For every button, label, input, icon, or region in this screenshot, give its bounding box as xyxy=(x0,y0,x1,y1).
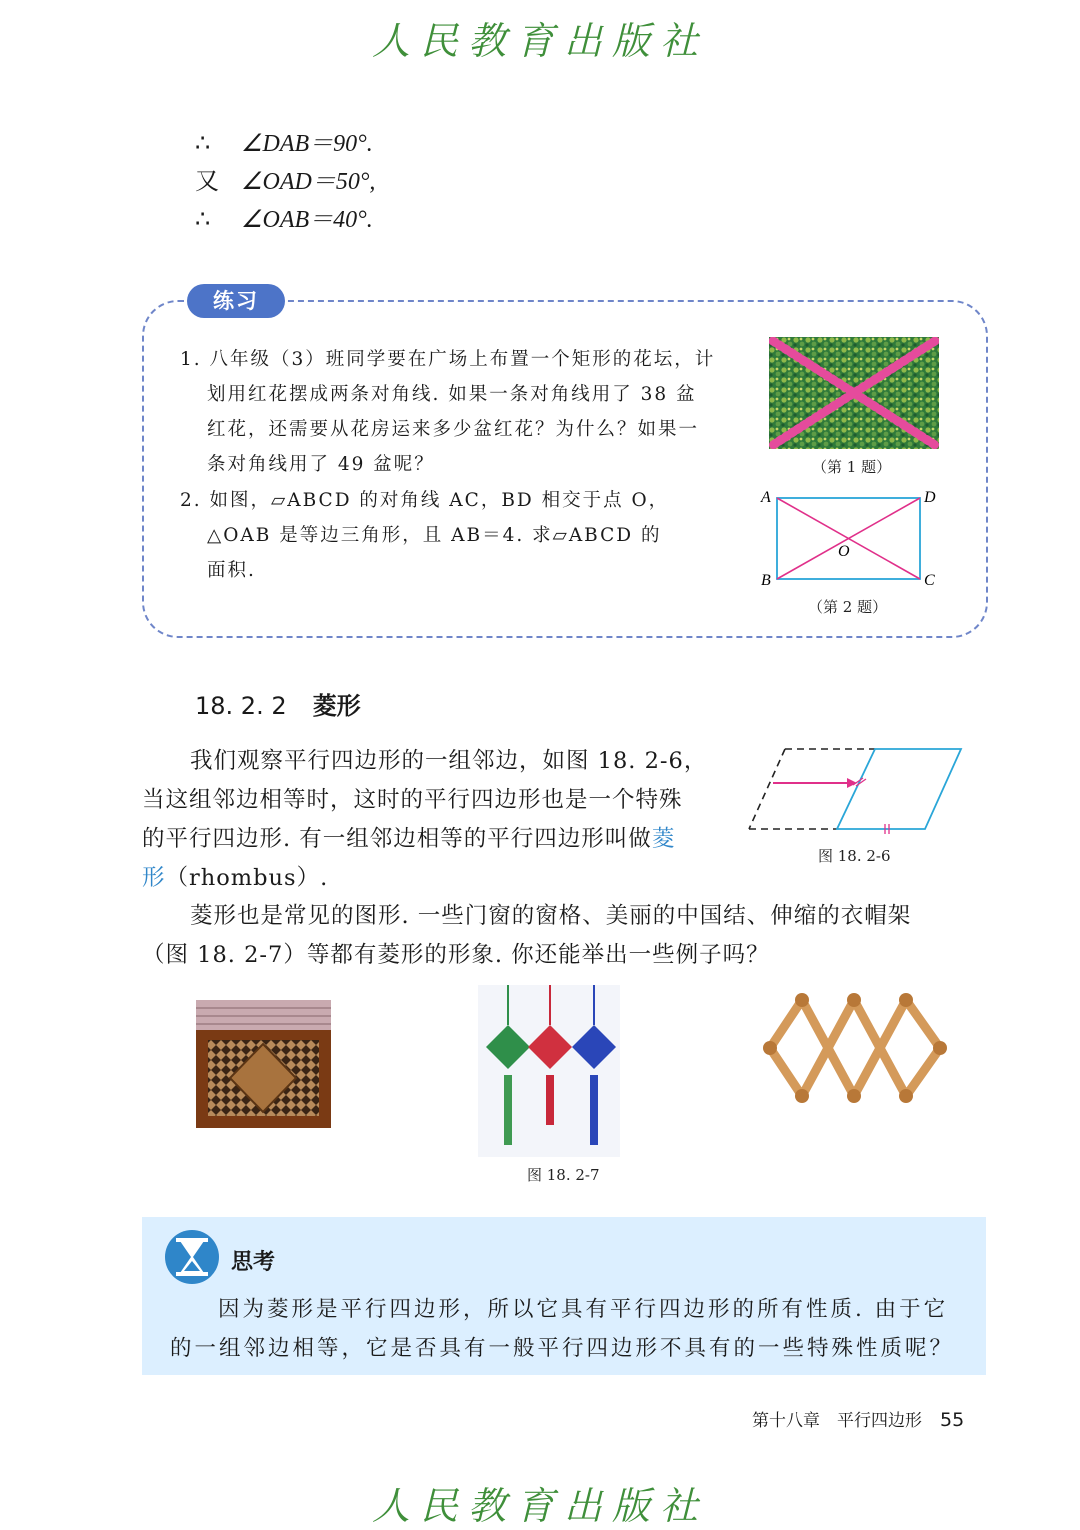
proof-line-3: ∴ ∠OAB＝40°. xyxy=(195,205,373,233)
exercise-question-1: 1. 八年级（3）班同学要在广场上布置一个矩形的花坛，计 划用红花摆成两条对角线. 如果一条对角线用了 38 盆 红花，还需要从花房运来多少盆红花？为什么？如果一 条对角线用了 49 盆呢？ xyxy=(180,349,716,475)
publisher-watermark-top: 人民教育出版社 xyxy=(371,19,708,63)
green-tassel xyxy=(504,1075,512,1145)
think-text: 因为菱形是平行四边形，所以它具有平行四边形的所有性质. 由于它 的一组邻边相等，它是否具有一般平行四边形不具有的一些特殊性质呢？ xyxy=(170,1297,955,1361)
label-o: O xyxy=(838,543,850,560)
section-heading xyxy=(195,686,361,721)
term-rhombus-part2: 形 xyxy=(142,865,166,891)
figure-18-2-6 xyxy=(745,745,970,837)
dashed-left-edge xyxy=(749,749,785,829)
flower-bed-image xyxy=(769,337,939,449)
figure-2-caption: （第 2 题） xyxy=(808,598,888,616)
blue-tassel xyxy=(590,1075,598,1145)
page-footer xyxy=(752,1406,964,1431)
section-number: 18. 2. 2 xyxy=(195,692,287,720)
figure-18-2-7-caption: 图 18. 2-7 xyxy=(527,1166,600,1184)
think-title: 思考 xyxy=(231,1250,276,1275)
figure-1-caption: （第 1 题） xyxy=(812,458,892,476)
hourglass-icon xyxy=(164,1229,220,1285)
lattice-window-image xyxy=(196,1000,331,1128)
rhombus-shape xyxy=(837,749,961,829)
proof-line-2: 又 ∠OAD＝50°, xyxy=(195,167,376,195)
term-english: （rhombus）. xyxy=(165,865,329,891)
term-rhombus-part1: 菱 xyxy=(651,826,676,852)
figure-18-2-6-caption: 图 18. 2-6 xyxy=(818,847,891,865)
chinese-knots-image xyxy=(478,985,620,1157)
label-a: A xyxy=(761,489,771,506)
label-d: D xyxy=(924,489,936,506)
paragraph-definition: 我们观察平行四边形的一组邻边，如图 18. 2-6， 当这组邻边相等时，这时的平行四边形也是一个特殊 的平行四边形. 有一组邻边相等的平行四边形叫做菱 形（rhombus）. xyxy=(142,748,708,891)
coat-rack-image xyxy=(760,990,950,1108)
page-number: 55 xyxy=(940,1409,965,1431)
red-tassel xyxy=(546,1075,554,1125)
rectangle-abcd-figure xyxy=(755,486,945,590)
label-c: C xyxy=(924,572,935,589)
section-title: 菱形 xyxy=(312,692,361,720)
label-b: B xyxy=(761,572,771,589)
chapter-title: 第十八章 平行四边形 xyxy=(752,1411,922,1431)
publisher-watermark-bottom: 人民教育出版社 xyxy=(371,1484,708,1528)
coat-rack-slats xyxy=(770,1000,940,1096)
exercise-question-2: 2. 如图，▱ABCD 的对角线 AC，BD 相交于点 O， △OAB 是等边三角形，且 AB＝4. 求▱ABCD 的 面积. xyxy=(180,490,670,581)
paragraph-examples: 菱形也是常见的图形. 一些门窗的窗格、美丽的中国结、伸缩的衣帽架 （图 18. 2-7）等都有菱形的形象. 你还能举出一些例子吗？ xyxy=(142,903,912,968)
exercise-tag: 练习 xyxy=(187,284,285,318)
proof-line-1: ∴ ∠DAB＝90°. xyxy=(195,129,373,157)
